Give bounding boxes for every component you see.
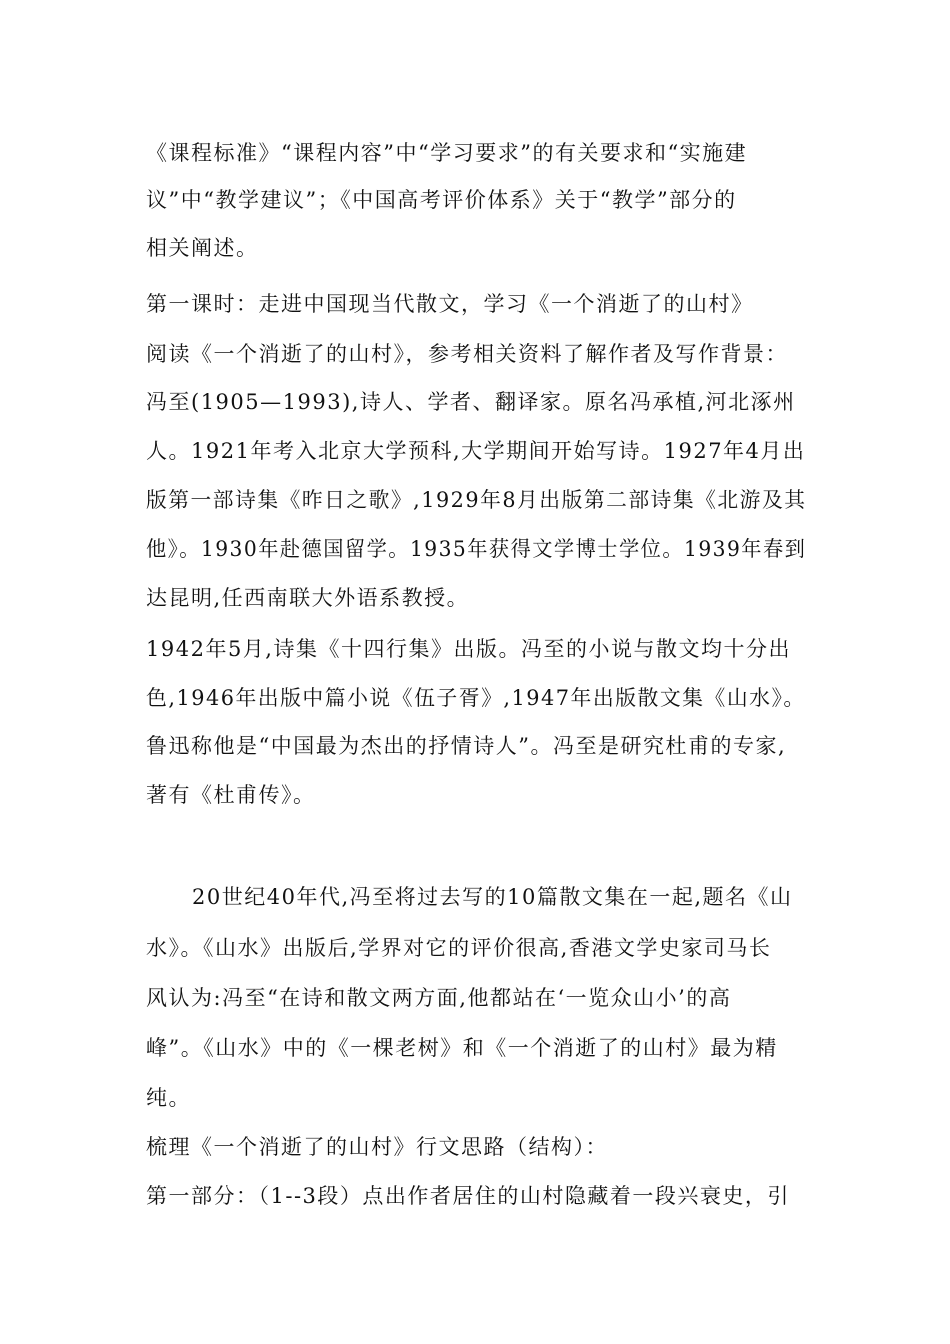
text-line: 他》。1930年赴德国留学。1935年获得文学博士学位。1939年春到 <box>146 537 807 561</box>
text-line: 著有《杜甫传》。 <box>146 783 316 807</box>
text-line: 《课程标准》“课程内容”中“学习要求”的有关要求和“实施建 <box>146 141 748 165</box>
text-line: 达昆明,任西南联大外语系教授。 <box>146 586 470 610</box>
text-line: 色,1946年出版中篇小说《伍子胥》,1947年出版散文集《山水》。 <box>146 686 806 710</box>
text-line: 冯至(1905—1993),诗人、学者、翻译家。原名冯承植,河北涿州 <box>146 390 796 414</box>
section-heading: 第一课时：走进中国现当代散文，学习《一个消逝了的山村》 <box>146 292 754 316</box>
text-line: 峰”。《山水》中的《一棵老树》和《一个消逝了的山村》最为精 <box>146 1036 778 1060</box>
text-line: 人。1921年考入北京大学预科,大学期间开始写诗。1927年4月出 <box>146 439 806 463</box>
text-line: 鲁迅称他是“中国最为杰出的抒情诗人”。冯至是研究杜甫的专家, <box>146 734 787 758</box>
section-heading: 梳理《一个消逝了的山村》行文思路（结构）： <box>146 1135 608 1159</box>
text-line: 版第一部诗集《昨日之歌》,1929年8月出版第二部诗集《北游及其 <box>146 488 807 512</box>
text-line: 议”中“教学建议”；《中国高考评价体系》关于“教学”部分的 <box>146 188 737 212</box>
text-line: 第一部分：（1--3段）点出作者居住的山村隐藏着一段兴衰史，引 <box>146 1184 790 1208</box>
text-line: 风认为:冯至“在诗和散文两方面,他都站在‘一览众山小’的高 <box>146 986 732 1010</box>
text-line: 20世纪40年代,冯至将过去写的10篇散文集在一起,题名《山 <box>192 885 793 909</box>
text-line: 相关阐述。 <box>146 236 259 260</box>
text-line: 1942年5月,诗集《十四行集》出版。冯至的小说与散文均十分出 <box>146 637 791 661</box>
text-line: 水》。《山水》出版后,学界对它的评价很高,香港文学史家司马长 <box>146 936 772 960</box>
text-line: 阅读《一个消逝了的山村》，参考相关资料了解作者及写作背景： <box>146 342 788 366</box>
text-line: 纯。 <box>146 1086 191 1110</box>
